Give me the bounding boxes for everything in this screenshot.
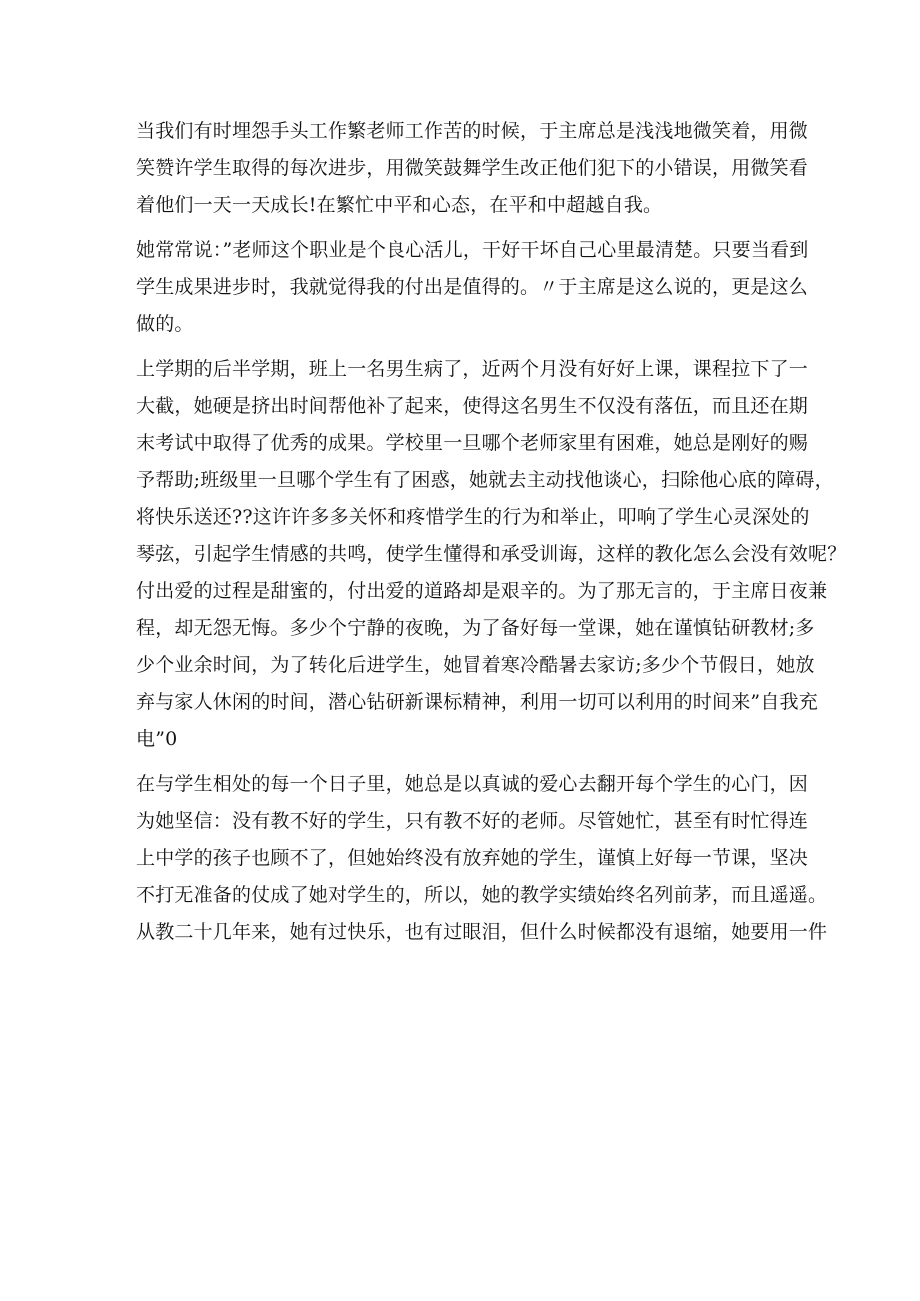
text-line: 笑赞许学生取得的每次进步，用微笑鼓舞学生改正他们犯下的小错误，用微笑看 <box>136 157 809 179</box>
text-line: 上中学的孩子也顾不了，但她始终没有放弃她的学生，谨慎上好每一节课，坚决 <box>136 847 809 869</box>
text-line: 为她坚信：没有教不好的学生，只有教不好的老师。尽管她忙，甚至有时忙得连 <box>136 810 809 832</box>
text-line: 学生成果进步时，我就觉得我的付出是值得的。〃于主席是这么说的，更是这么 <box>136 276 809 298</box>
paragraph-gap <box>136 224 796 232</box>
text-line: 她常常说：”老师这个职业是个良心活儿，干好干坏自己心里最清楚。只要当看到 <box>136 239 809 261</box>
text-line: 从教二十几年来，她有过快乐，也有过眼泪，但什么时候都没有退缩，她要用一件 <box>136 921 828 943</box>
paragraph <box>136 232 809 343</box>
paragraph <box>136 113 809 224</box>
text-line: 末考试中取得了优秀的成果。学校里一旦哪个老师家里有困难，她总是刚好的赐 <box>136 432 809 454</box>
text-line: 大截，她硬是挤出时间帮他补了起来，使得这名男生不仅没有落伍，而且还在期 <box>136 395 809 417</box>
text-line: 在与学生相处的每一个日子里，她总是以真诚的爱心去翻开每个学生的心门，因 <box>136 773 809 795</box>
document-body <box>136 113 847 951</box>
paragraph-gap <box>136 343 796 351</box>
text-line: 上学期的后半学期，班上一名男生病了，近两个月没有好好上课，课程拉下了一 <box>136 358 809 380</box>
paragraph-gap <box>136 758 796 766</box>
text-line: 少个业余时间，为了转化后进学生，她冒着寒冷酷暑去家访;多少个节假日，她放 <box>136 654 815 676</box>
paragraph <box>136 351 847 758</box>
text-line: 将快乐送还??这许许多多关怀和疼惜学生的行为和举止，叩响了学生心灵深处的 <box>136 506 810 528</box>
text-line: 琴弦，引起学生情感的共鸣，使学生懂得和承受训诲，这样的教化怎么会没有效呢？ <box>136 543 847 565</box>
text-line: 当我们有时埋怨手头工作繁老师工作苦的时候，于主席总是浅浅地微笑着，用微 <box>136 120 809 142</box>
text-line: 予帮助;班级里一旦哪个学生有了困惑，她就去主动找他谈心，扫除他心底的障碍， <box>136 469 834 491</box>
text-line: 做的。 <box>136 313 194 335</box>
text-line: 付出爱的过程是甜蜜的，付出爱的道路却是艰辛的。为了那无言的，于主席日夜兼 <box>136 580 828 602</box>
text-line: 程，却无怨无悔。多少个宁静的夜晚，为了备好每一堂课，她在谨慎钻研教材;多 <box>136 617 815 639</box>
text-line: 弃与家人休闲的时间，潜心钻研新课标精神，利用一切可以利用的时间来”自我充 <box>136 691 818 713</box>
text-line: 电”0 <box>136 728 178 750</box>
paragraph <box>136 766 828 951</box>
text-line: 着他们一天一天成长!在繁忙中平和心态，在平和中超越自我。 <box>136 194 663 216</box>
text-line: 不打无准备的仗成了她对学生的，所以，她的教学实绩始终名列前茅，而且遥遥。 <box>136 884 828 906</box>
